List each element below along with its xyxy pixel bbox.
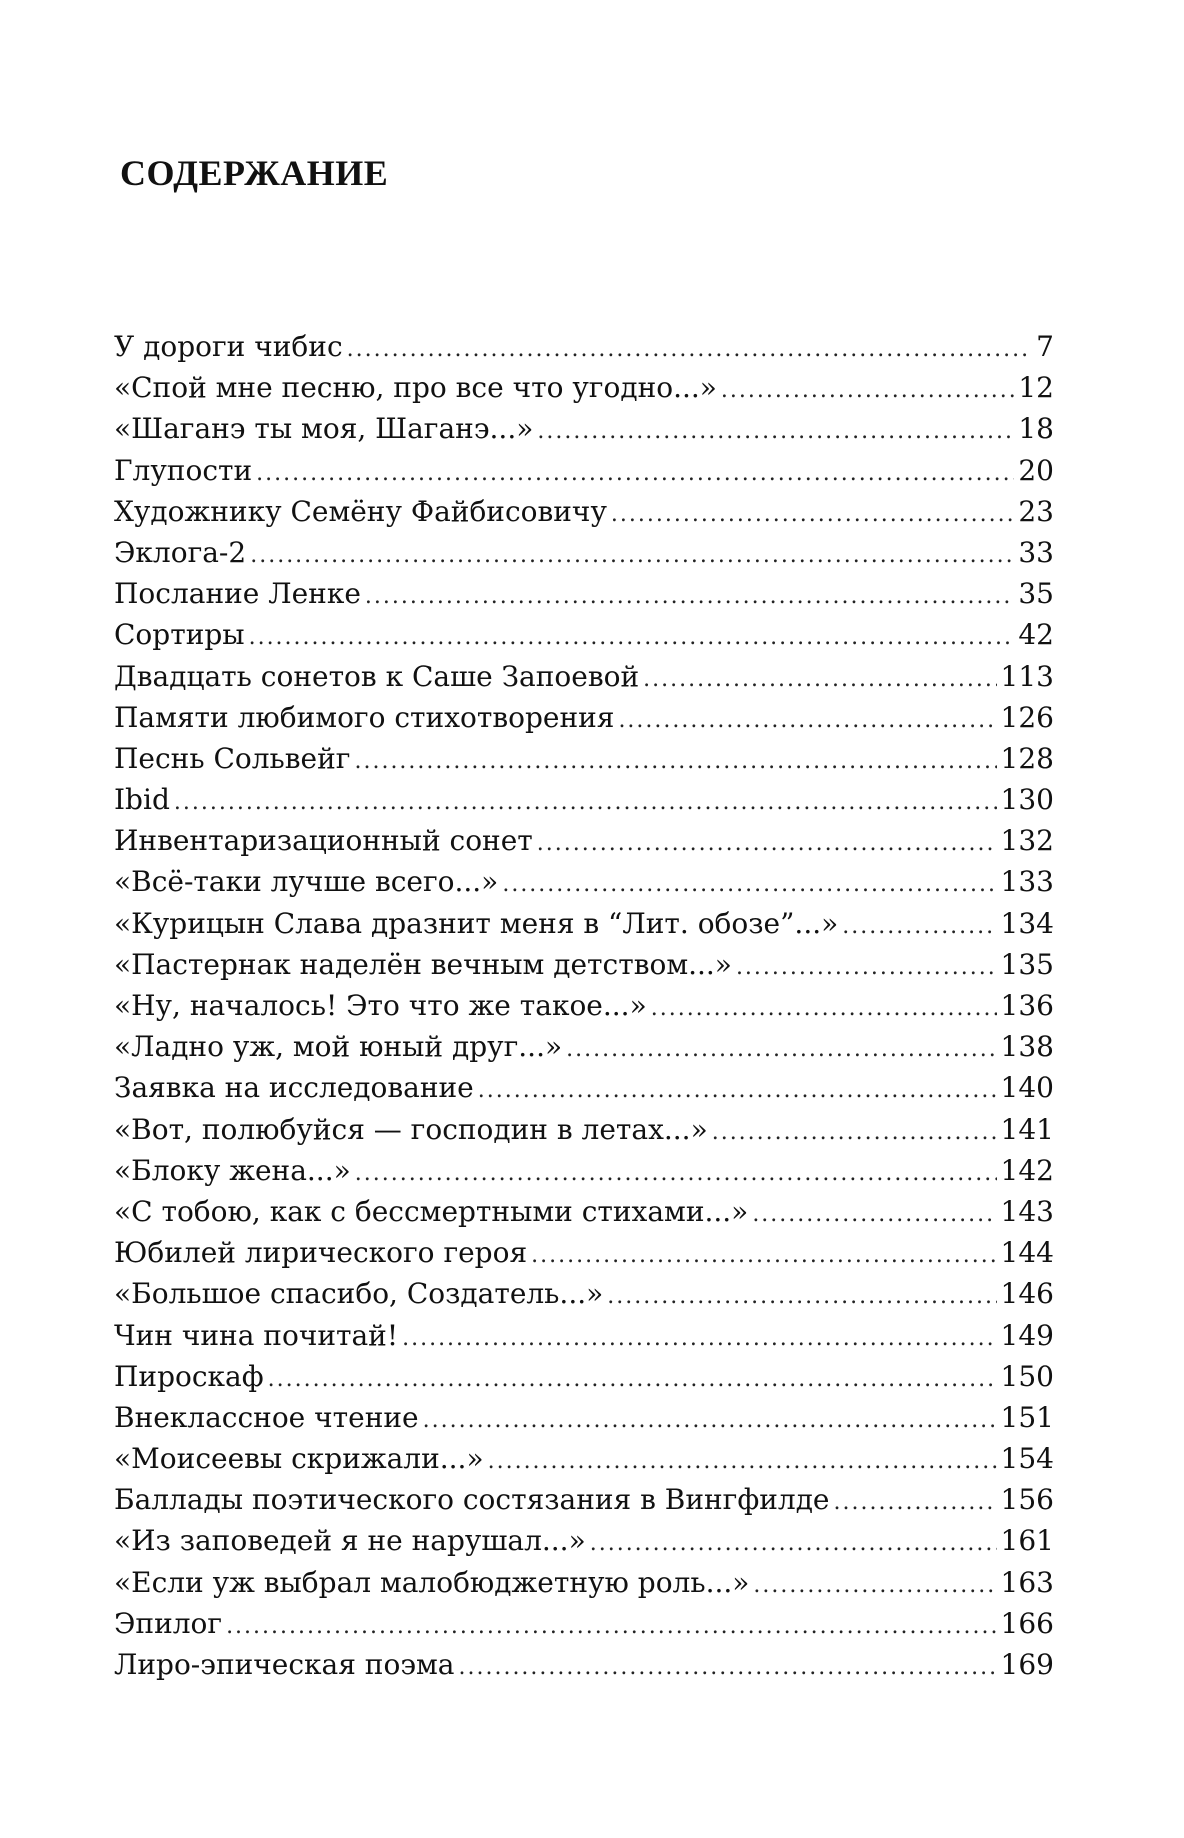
toc-entry-title: «Вот, полюбуйся — господин в летах...» (114, 1112, 708, 1146)
dot-leader (721, 370, 1014, 411)
toc-entry-page-number: 142 (1000, 1153, 1054, 1187)
toc-entry-page-number: 154 (1000, 1442, 1054, 1476)
dot-leader (354, 741, 996, 782)
dot-leader (607, 1276, 996, 1317)
toc-entry-title: Инвентаризационный сонет (114, 824, 533, 858)
toc-entry (114, 1067, 1054, 1108)
toc-entry-page-number: 134 (1000, 906, 1054, 940)
toc-entry-page-number: 35 (1018, 577, 1054, 611)
toc-entry-title: «Большое спасибо, Создатель...» (114, 1277, 604, 1311)
toc-entry-title: Пироскаф (114, 1359, 264, 1393)
toc-entry-title: Глупости (114, 453, 253, 487)
dot-leader (753, 1565, 996, 1606)
toc-entry-page-number: 126 (1000, 700, 1054, 734)
toc-entry (114, 491, 1054, 532)
dot-leader (537, 411, 1014, 452)
toc-entry-title: «С тобою, как с бессмертными стихами...» (114, 1194, 749, 1228)
dot-leader (618, 700, 996, 741)
dot-leader (365, 576, 1014, 617)
toc-entry-title: «Из заповедей я не нарушал...» (114, 1524, 586, 1558)
dot-leader (537, 823, 997, 864)
dot-leader (611, 494, 1014, 535)
toc-entry-title: «Блоку жена...» (114, 1153, 351, 1187)
toc-entry-page-number: 7 (1036, 330, 1054, 363)
toc-entry (114, 656, 1054, 697)
toc-entry-title: Заявка на исследование (114, 1071, 474, 1105)
toc-entry-page-number: 143 (1000, 1194, 1054, 1228)
toc-entry (114, 1273, 1054, 1314)
toc-entry-title: Юбилей лирического героя (114, 1236, 528, 1270)
dot-leader (226, 1606, 996, 1647)
toc-entry-title: Ibid (114, 783, 170, 817)
toc-entry-page-number: 42 (1018, 618, 1054, 652)
toc-entry-title: «Пастернак наделён вечным детством...» (114, 947, 732, 981)
toc-entry-page-number: 33 (1018, 535, 1054, 569)
dot-leader (834, 1482, 997, 1523)
toc-entry (114, 820, 1054, 861)
toc-entry-page-number: 12 (1018, 371, 1054, 405)
dot-leader (347, 329, 1032, 370)
dot-leader (458, 1647, 996, 1688)
toc-entry (114, 450, 1054, 491)
toc-entry-title: «Шаганэ ты моя, Шаганэ...» (114, 412, 534, 446)
toc-entry (114, 1356, 1054, 1397)
toc-entry-title: «Ладно уж, мой юный друг...» (114, 1030, 563, 1064)
toc-entry-title: Эклога-2 (114, 535, 247, 569)
toc-entry (114, 1150, 1054, 1191)
toc-entry (114, 532, 1054, 573)
toc-entry-page-number: 128 (1000, 741, 1054, 775)
toc-entry-page-number: 113 (1000, 659, 1054, 693)
toc-entry-title: «Ну, началось! Это что же такое...» (114, 989, 647, 1022)
toc-entry (114, 1562, 1054, 1603)
page-title: СОДЕРЖАНИЕ (120, 153, 389, 193)
toc-entry-title: «Курицын Слава дразнит меня в “Лит. обозе”...» (114, 906, 839, 940)
toc-entry-page-number: 161 (1000, 1524, 1054, 1558)
toc-entry-title: Сортиры (114, 618, 245, 652)
dot-leader (250, 535, 1014, 576)
toc-entry (114, 1315, 1054, 1356)
dot-leader (531, 1235, 996, 1276)
dot-leader (712, 1112, 997, 1153)
toc-entry-page-number: 135 (1000, 947, 1054, 981)
toc-entry (114, 738, 1054, 779)
toc-entry-page-number: 18 (1018, 412, 1054, 446)
toc-entry-page-number: 169 (1000, 1648, 1054, 1681)
toc-entry (114, 944, 1054, 985)
toc-entry (114, 1397, 1054, 1438)
toc-entry (114, 408, 1054, 449)
toc-entry (114, 1520, 1054, 1561)
toc-entry-page-number: 150 (1000, 1359, 1054, 1393)
table-of-contents (114, 326, 1054, 1685)
toc-entry-title: Эпилог (114, 1606, 223, 1640)
dot-leader (488, 1441, 997, 1482)
toc-entry-page-number: 149 (1000, 1318, 1054, 1352)
toc-entry-title: Внеклассное чтение (114, 1400, 419, 1434)
dot-leader (478, 1070, 997, 1111)
dot-leader (651, 988, 997, 1029)
dot-leader (590, 1523, 997, 1564)
toc-entry-title: «Моисеевы скрижали...» (114, 1442, 484, 1476)
dot-leader (752, 1194, 996, 1235)
toc-entry (114, 573, 1054, 614)
toc-entry (114, 367, 1054, 408)
toc-entry (114, 1232, 1054, 1273)
toc-entry-page-number: 133 (1000, 865, 1054, 899)
toc-entry-title: «Если уж выбрал малобюджетную роль...» (114, 1565, 750, 1599)
dot-leader (423, 1400, 997, 1441)
toc-entry-title: Художнику Семёну Файбисовичу (114, 494, 607, 528)
toc-entry-title: «Всё-таки лучше всего...» (114, 865, 499, 899)
toc-entry-title: У дороги чибис (114, 330, 343, 363)
toc-entry-page-number: 136 (1000, 989, 1054, 1022)
dot-leader (502, 864, 996, 905)
toc-entry-page-number: 130 (1000, 783, 1054, 817)
toc-entry (114, 326, 1054, 367)
toc-entry-title: Памяти любимого стихотворения (114, 700, 615, 734)
toc-entry-title: Послание Ленке (114, 577, 361, 611)
toc-entry (114, 1026, 1054, 1067)
dot-leader (566, 1029, 996, 1070)
toc-entry (114, 985, 1054, 1026)
toc-entry-page-number: 141 (1000, 1112, 1054, 1146)
toc-entry (114, 697, 1054, 738)
toc-entry-page-number: 20 (1018, 453, 1054, 487)
dot-leader (842, 906, 996, 947)
dot-leader (402, 1318, 996, 1359)
toc-entry (114, 614, 1054, 655)
toc-entry-title: Баллады поэтического состязания в Вингфилде (114, 1483, 830, 1517)
toc-entry-page-number: 163 (1000, 1565, 1054, 1599)
toc-entry (114, 1109, 1054, 1150)
toc-entry-page-number: 151 (1000, 1400, 1054, 1434)
dot-leader (643, 659, 996, 700)
toc-entry (114, 861, 1054, 902)
toc-entry-page-number: 156 (1000, 1483, 1054, 1517)
toc-entry (114, 1644, 1054, 1685)
toc-entry-page-number: 132 (1000, 824, 1054, 858)
toc-entry (114, 1191, 1054, 1232)
toc-entry-page-number: 166 (1000, 1606, 1054, 1640)
toc-entry-page-number: 23 (1018, 494, 1054, 528)
toc-entry-page-number: 140 (1000, 1071, 1054, 1105)
toc-entry (114, 779, 1054, 820)
toc-entry (114, 1603, 1054, 1644)
toc-entry-page-number: 146 (1000, 1277, 1054, 1311)
toc-entry (114, 1479, 1054, 1520)
toc-entry-page-number: 138 (1000, 1030, 1054, 1064)
dot-leader (736, 947, 997, 988)
toc-entry-title: Лиро-эпическая поэма (114, 1648, 455, 1681)
dot-leader (249, 617, 1015, 658)
toc-entry-title: Песнь Сольвейг (114, 741, 351, 775)
dot-leader (256, 453, 1014, 494)
dot-leader (355, 1153, 997, 1194)
dot-leader (174, 782, 997, 823)
toc-entry (114, 1438, 1054, 1479)
toc-entry-page-number: 144 (1000, 1236, 1054, 1270)
toc-entry-title: Двадцать сонетов к Саше Запоевой (114, 659, 640, 693)
toc-entry (114, 903, 1054, 944)
toc-entry-title: Чин чина почитай! (114, 1318, 399, 1352)
dot-leader (268, 1359, 997, 1400)
toc-entry-title: «Спой мне песню, про все что угодно...» (114, 371, 717, 405)
